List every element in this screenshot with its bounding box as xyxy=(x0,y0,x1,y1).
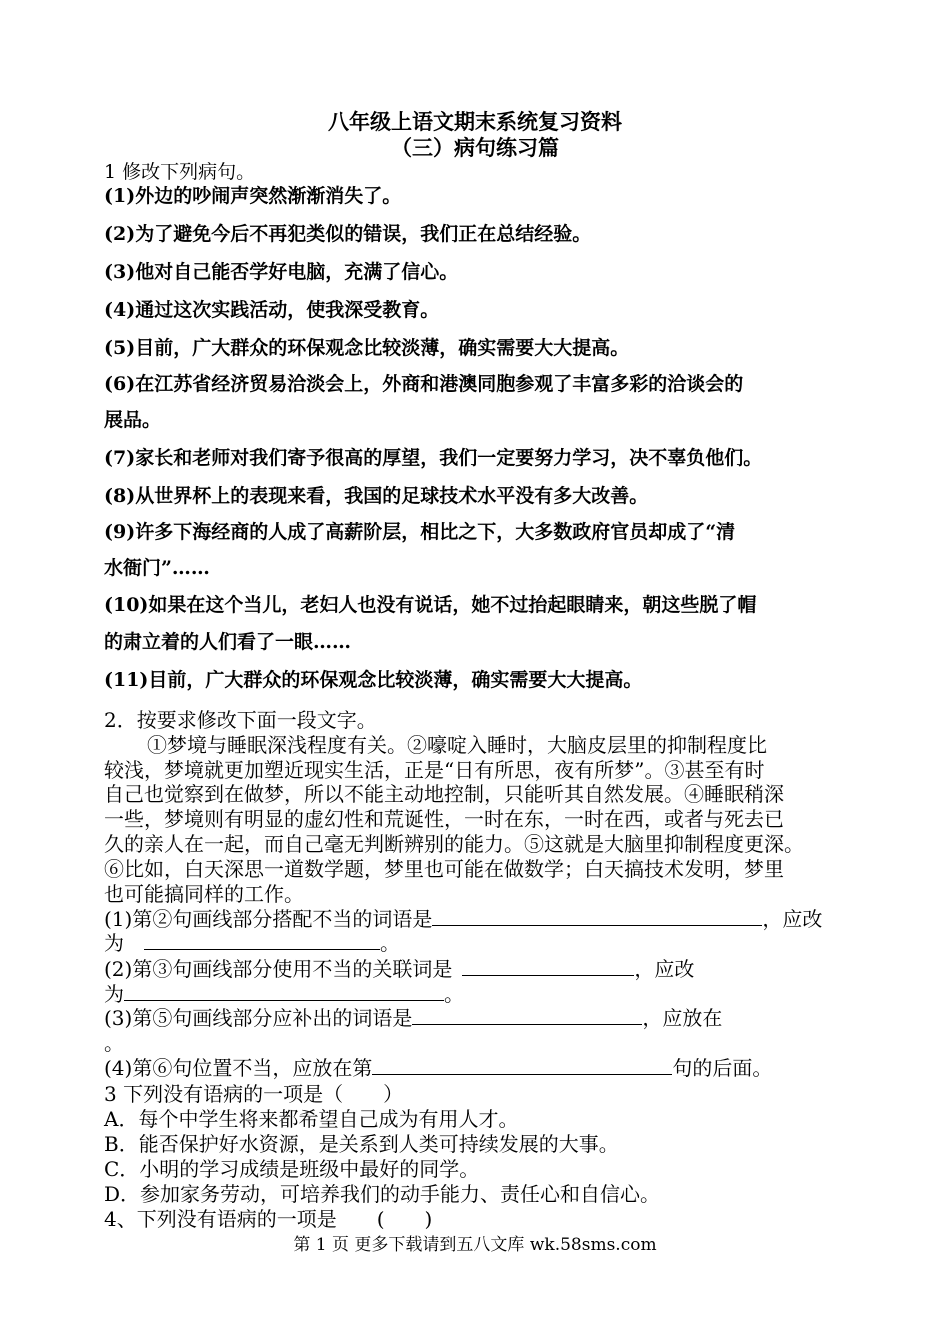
q1-item: (11)目前，广大群众的环保观念比较淡薄，确实需要大大提高。 xyxy=(104,669,643,691)
q1-item: 水衙门”…… xyxy=(104,557,210,579)
q2-passage-line: 自己也觉察到在做梦，所以不能主动地控制，只能听其自然发展。④睡眠稍深 xyxy=(104,782,784,806)
q2-passage-line: ⑥比如，白天深思一道数学题，梦里也可能在做数学；白天搞技术发明，梦里 xyxy=(104,857,784,881)
q1-heading: 1 修改下列病句。 xyxy=(104,161,256,183)
q2-sub2-suffix: ，应改 xyxy=(634,957,695,981)
answer-blank[interactable] xyxy=(412,1004,642,1025)
q2-sub2-end: 。 xyxy=(444,982,464,1006)
q2-heading: 2．按要求修改下面一段文字。 xyxy=(104,708,377,732)
q1-item: (7)家长和老师对我们寄予很高的厚望，我们一定要努力学习，决不辜负他们。 xyxy=(104,447,763,469)
q1-item: (3)他对自己能否学好电脑，充满了信心。 xyxy=(104,261,459,283)
q1-item: (2)为了避免今后不再犯类似的错误，我们正在总结经验。 xyxy=(104,223,592,245)
q2-passage-line: ①梦境与睡眠深浅程度有关。②嚎啶入睡时，大脑皮层里的抑制程度比 xyxy=(147,733,767,757)
page-footer: 第 1 页 更多下载请到五八文库 wk.58sms.com xyxy=(293,1235,657,1255)
answer-blank[interactable] xyxy=(144,929,380,950)
q2-passage-line: 一些，梦境则有明显的虚幻性和荒诞性，一时在东，一时在西，或者与死去已 xyxy=(104,807,784,831)
q1-item: (4)通过这次实践活动，使我深受教育。 xyxy=(104,299,440,321)
q3-option-d: D．参加家务劳动，可培养我们的动手能力、责任心和自信心。 xyxy=(104,1182,661,1206)
document-subtitle: （三）病句练习篇 xyxy=(391,135,559,160)
q2-sub1-prompt: (1)第②句画线部分搭配不当的词语是 xyxy=(104,907,433,931)
answer-blank[interactable] xyxy=(372,1054,672,1075)
q2-sub1-end: 。 xyxy=(380,931,400,955)
q2-sub2-label: 为 xyxy=(104,982,124,1006)
q2-sub3-prompt: (3)第⑤句画线部分应补出的词语是 xyxy=(104,1006,413,1030)
q2-sub3-end: 。 xyxy=(104,1031,124,1055)
q2-sub1-suffix: ，应改 xyxy=(762,907,823,931)
q2-sub3 xyxy=(104,1002,722,1031)
answer-blank[interactable] xyxy=(124,980,444,1001)
q2-passage-line: 久的亲人在一起，而自己毫无判断辨别的能力。⑤这就是大脑里抑制程度更深。 xyxy=(104,832,804,856)
q2-passage-line: 也可能搞同样的工作。 xyxy=(104,882,304,906)
q3-option-a: A．每个中学生将来都希望自己成为有用人才。 xyxy=(104,1107,519,1131)
q3-heading: 3 下列没有语病的一项是（ ） xyxy=(104,1082,404,1106)
q1-item: (1)外边的吵闹声突然渐渐消失了。 xyxy=(104,185,402,207)
q4-heading: 4、下列没有语病的一项是 ( ) xyxy=(104,1207,433,1231)
q2-sub4-suffix: 句的后面。 xyxy=(672,1056,773,1080)
answer-blank[interactable] xyxy=(432,905,762,926)
q1-item: (9)许多下海经商的人成了高薪阶层，相比之下，大多数政府官员却成了“清 xyxy=(104,521,736,543)
q1-item: 展品。 xyxy=(104,409,162,431)
answer-blank[interactable] xyxy=(462,955,634,976)
q2-sub1-cont xyxy=(104,927,400,956)
q2-sub1-label: 为 xyxy=(104,931,124,955)
q3-option-c: C．小明的学习成绩是班级中最好的同学。 xyxy=(104,1157,480,1181)
q1-item: (10)如果在这个当儿，老妇人也没有说话，她不过抬起眼睛来，朝这些脱了帽 xyxy=(104,594,757,616)
q2-sub4 xyxy=(104,1052,772,1081)
q1-item: (5)目前，广大群众的环保观念比较淡薄，确实需要大大提高。 xyxy=(104,337,630,359)
q2-passage-line: 较浅，梦境就更加塑近现实生活，正是“日有所思，夜有所梦”。③甚至有时 xyxy=(104,758,765,782)
q1-item: (8)从世界杯上的表现来看，我国的足球技术水平没有多大改善。 xyxy=(104,485,649,507)
q2-sub2-prompt: (2)第③句画线部分使用不当的关联词是 xyxy=(104,957,453,981)
q2-sub4-prompt: (4)第⑥句位置不当，应放在第 xyxy=(104,1056,373,1080)
q2-sub3-suffix: ，应放在 xyxy=(642,1006,723,1030)
document-title: 八年级上语文期末系统复习资料 xyxy=(328,109,622,134)
q1-item: 的肃立着的人们看了一眼…… xyxy=(104,631,352,653)
q1-item: (6)在江苏省经济贸易洽淡会上，外商和港澳同胞参观了丰富多彩的洽谈会的 xyxy=(104,373,744,395)
q3-option-b: B．能否保护好水资源，是关系到人类可持续发展的大事。 xyxy=(104,1132,619,1156)
